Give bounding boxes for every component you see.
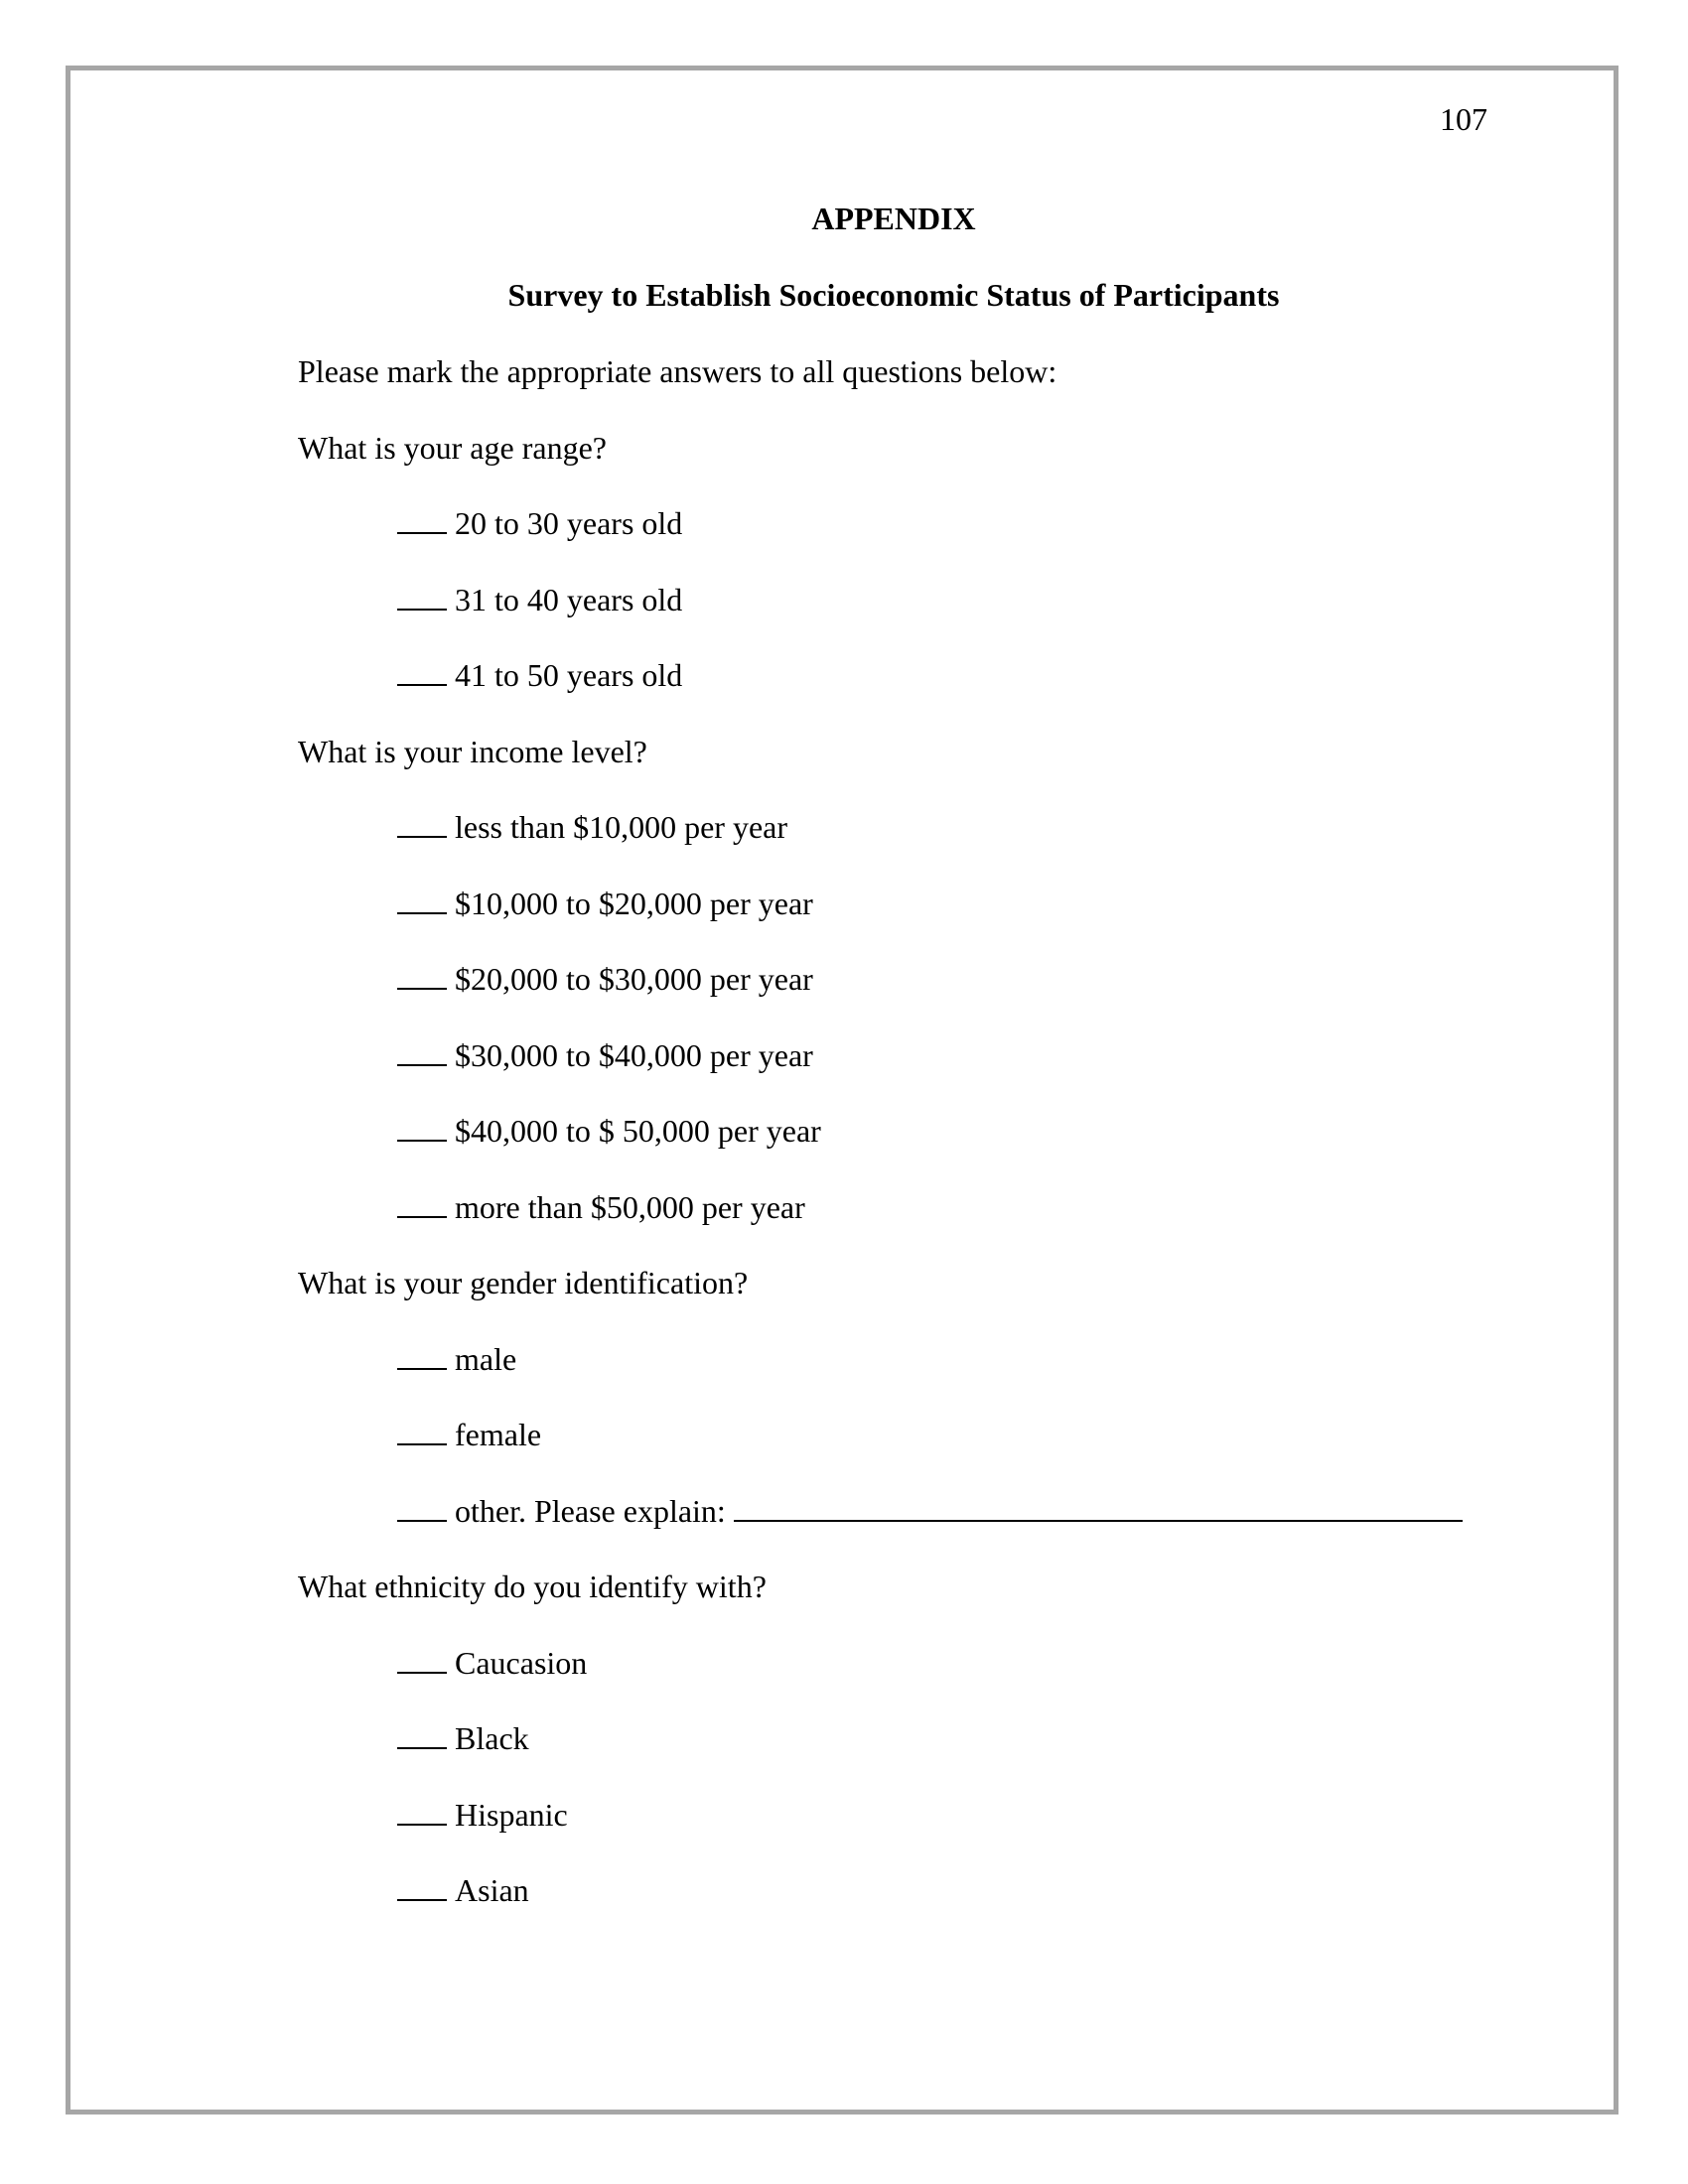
answer-blank[interactable]	[397, 1492, 447, 1522]
option-label: Hispanic	[455, 1796, 568, 1833]
gender-question: What is your gender identification?	[298, 1265, 749, 1300]
option-label: more than $50,000 per year	[455, 1188, 805, 1225]
answer-blank[interactable]	[397, 1036, 447, 1066]
age-option[interactable]	[298, 655, 1489, 732]
appendix-heading: APPENDIX	[811, 201, 976, 236]
answer-blank[interactable]	[397, 1340, 447, 1370]
ethnicity-option[interactable]	[298, 1718, 1489, 1795]
option-label: $30,000 to $40,000 per year	[455, 1036, 813, 1073]
option-label: 31 to 40 years old	[455, 581, 683, 617]
instructions: Please mark the appropriate answers to all questions below:	[298, 353, 1057, 389]
income-option[interactable]	[298, 959, 1489, 1035]
option-label: $40,000 to $ 50,000 per year	[455, 1113, 821, 1149]
option-label: Black	[455, 1720, 529, 1756]
option-label: 20 to 30 years old	[455, 505, 683, 541]
answer-blank[interactable]	[397, 1112, 447, 1142]
option-label: less than $10,000 per year	[455, 809, 788, 845]
option-label: other. Please explain:	[455, 1492, 726, 1529]
income-option[interactable]	[298, 1035, 1489, 1112]
option-label: Caucasion	[455, 1644, 588, 1681]
survey-body	[298, 351, 1489, 1947]
income-option[interactable]	[298, 1187, 1489, 1264]
age-option[interactable]	[298, 580, 1489, 656]
ethnicity-question: What ethnicity do you identify with?	[298, 1569, 767, 1604]
ethnicity-option[interactable]	[298, 1795, 1489, 1871]
survey-title: Survey to Establish Socioeconomic Status of Participants	[507, 277, 1280, 313]
gender-option[interactable]	[298, 1491, 1489, 1568]
explain-field[interactable]	[734, 1492, 1463, 1522]
option-label: Asian	[455, 1872, 529, 1908]
answer-blank[interactable]	[397, 656, 447, 686]
income-option[interactable]	[298, 807, 1489, 884]
answer-blank[interactable]	[397, 1871, 447, 1901]
answer-blank[interactable]	[397, 808, 447, 838]
option-label: $20,000 to $30,000 per year	[455, 961, 813, 997]
income-option[interactable]	[298, 1111, 1489, 1187]
answer-blank[interactable]	[397, 1796, 447, 1826]
answer-blank[interactable]	[397, 1188, 447, 1218]
gender-option[interactable]	[298, 1415, 1489, 1491]
answer-blank[interactable]	[397, 581, 447, 611]
ethnicity-option[interactable]	[298, 1643, 1489, 1719]
income-question: What is your income level?	[298, 733, 647, 769]
ethnicity-option[interactable]	[298, 1870, 1489, 1947]
age-option[interactable]	[298, 503, 1489, 580]
income-option[interactable]	[298, 884, 1489, 960]
answer-blank[interactable]	[397, 504, 447, 534]
gender-option[interactable]	[298, 1339, 1489, 1416]
age-question: What is your age range?	[298, 429, 607, 466]
option-label: male	[455, 1340, 517, 1377]
page-number: 107	[1440, 101, 1487, 137]
answer-blank[interactable]	[397, 960, 447, 990]
answer-blank[interactable]	[397, 1416, 447, 1445]
answer-blank[interactable]	[397, 1644, 447, 1674]
answer-blank[interactable]	[397, 1719, 447, 1749]
option-label: $10,000 to $20,000 per year	[455, 885, 813, 921]
option-label: female	[455, 1417, 542, 1452]
answer-blank[interactable]	[397, 885, 447, 914]
option-label: 41 to 50 years old	[455, 657, 683, 693]
